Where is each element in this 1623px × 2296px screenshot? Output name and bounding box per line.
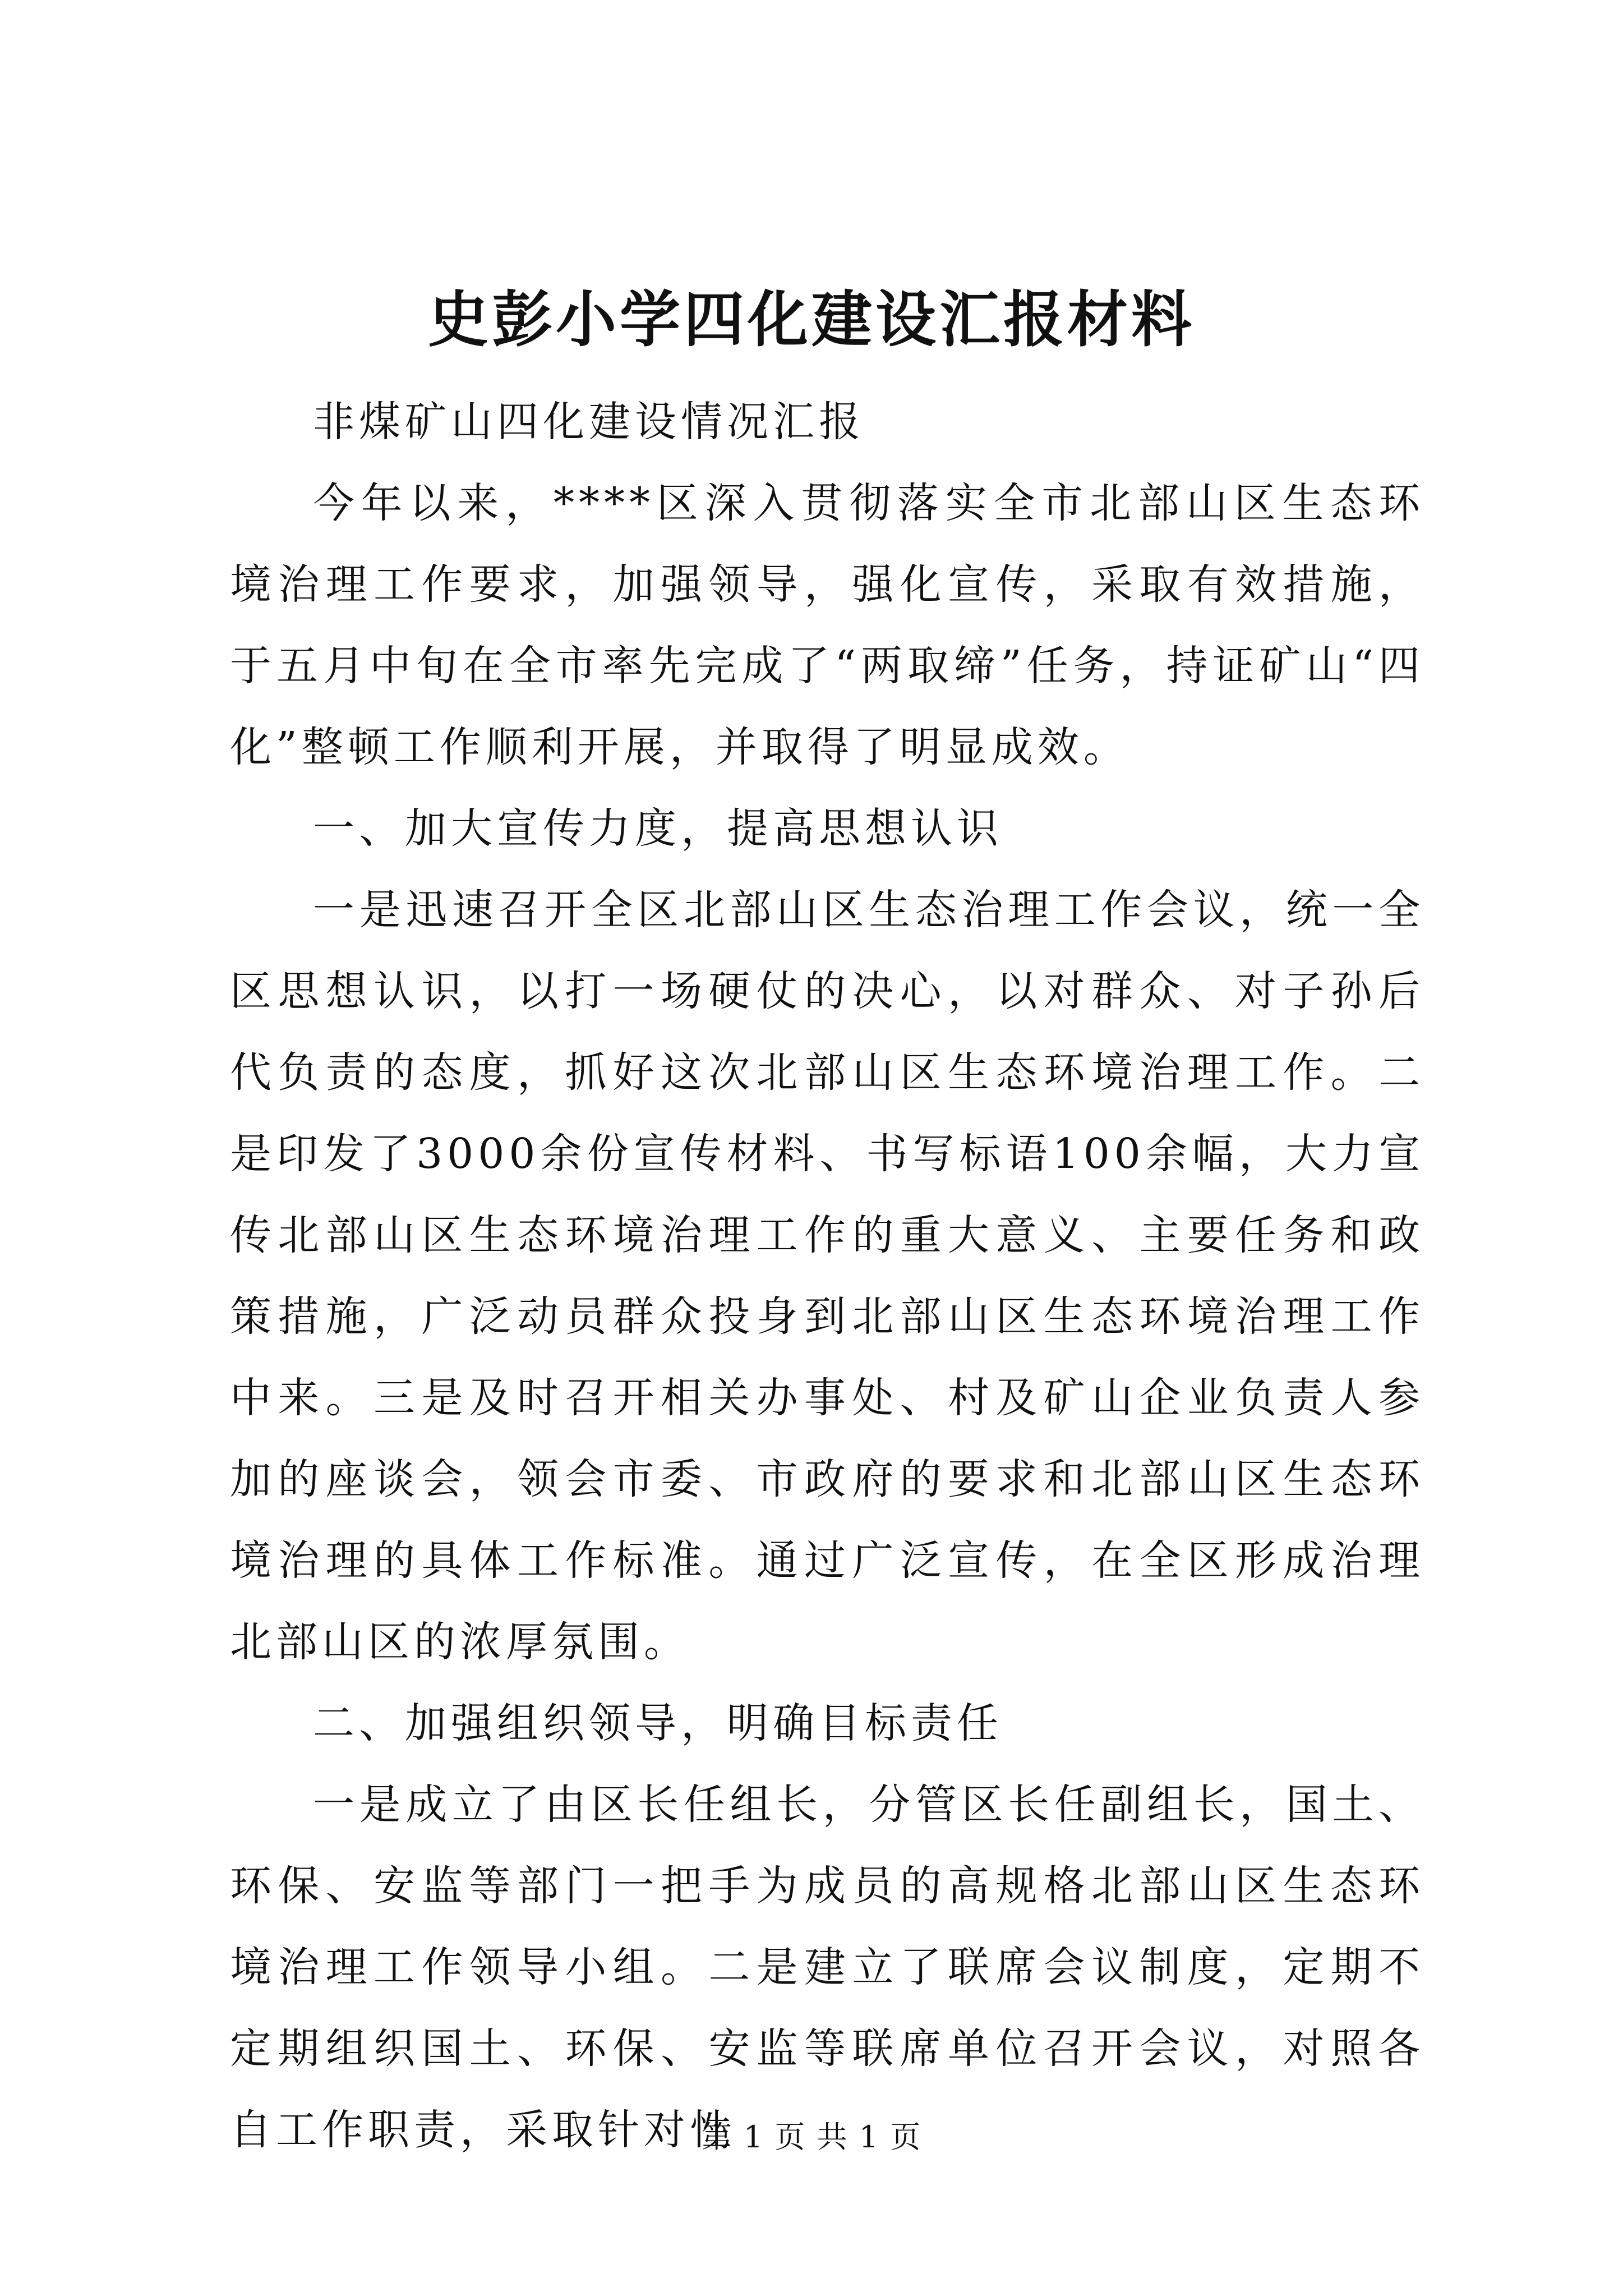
section-heading-1: 一、加大宣传力度，提高思想认识 xyxy=(313,804,1003,853)
section-heading-2: 二、加强组织领导，明确目标责任 xyxy=(313,1699,1003,1747)
section-2-paragraph: 一是成立了由区长任组长，分管区长任副组长，国土、环保、安监等部门一把手为成员的高规格北部山区生态环境治理工作领导小组。二是建立了联席会议制度，定期不定期组织国土、环保、安监等联席单位召开会议，对照各自工作职责，采取针对性 xyxy=(230,1780,1424,2154)
subtitle-paragraph: 非煤矿山四化建设情况汇报 xyxy=(313,398,865,446)
document-body xyxy=(230,381,1424,2171)
page-footer: 第 1 页 共 1 页 xyxy=(701,2119,922,2155)
section-1-paragraph: 一是迅速召开全区北部山区生态治理工作会议，统一全区思想认识，以打一场硬仗的决心，以对群众、对子孙后代负责的态度，抓好这次北部山区生态环境治理工作。二是印发了3000余份宣传材料、书写标语100余幅，大力宣传北部山区生态环境治理工作的重大意义、主要任务和政策措施，广泛动员群众投身到北部山区生态环境治理工作中来。三是及时召开相关办事处、村及矿山企业负责人参加的座谈会，领会市委、市政府的要求和北部山区生态环境治理的具体工作标准。通过广泛宣传，在全区形成治理北部山区的浓厚氛围。 xyxy=(230,886,1424,1666)
document-title: 史彭小学四化建设汇报材料 xyxy=(427,284,1195,355)
intro-paragraph: 今年以来，****区深入贯彻落实全市北部山区生态环境治理工作要求，加强领导，强化宣传，采取有效措施，于五月中旬在全市率先完成了“两取缔”任务，持证矿山“四化”整顿工作顺利开展，并取得了明显成效。 xyxy=(230,479,1424,771)
